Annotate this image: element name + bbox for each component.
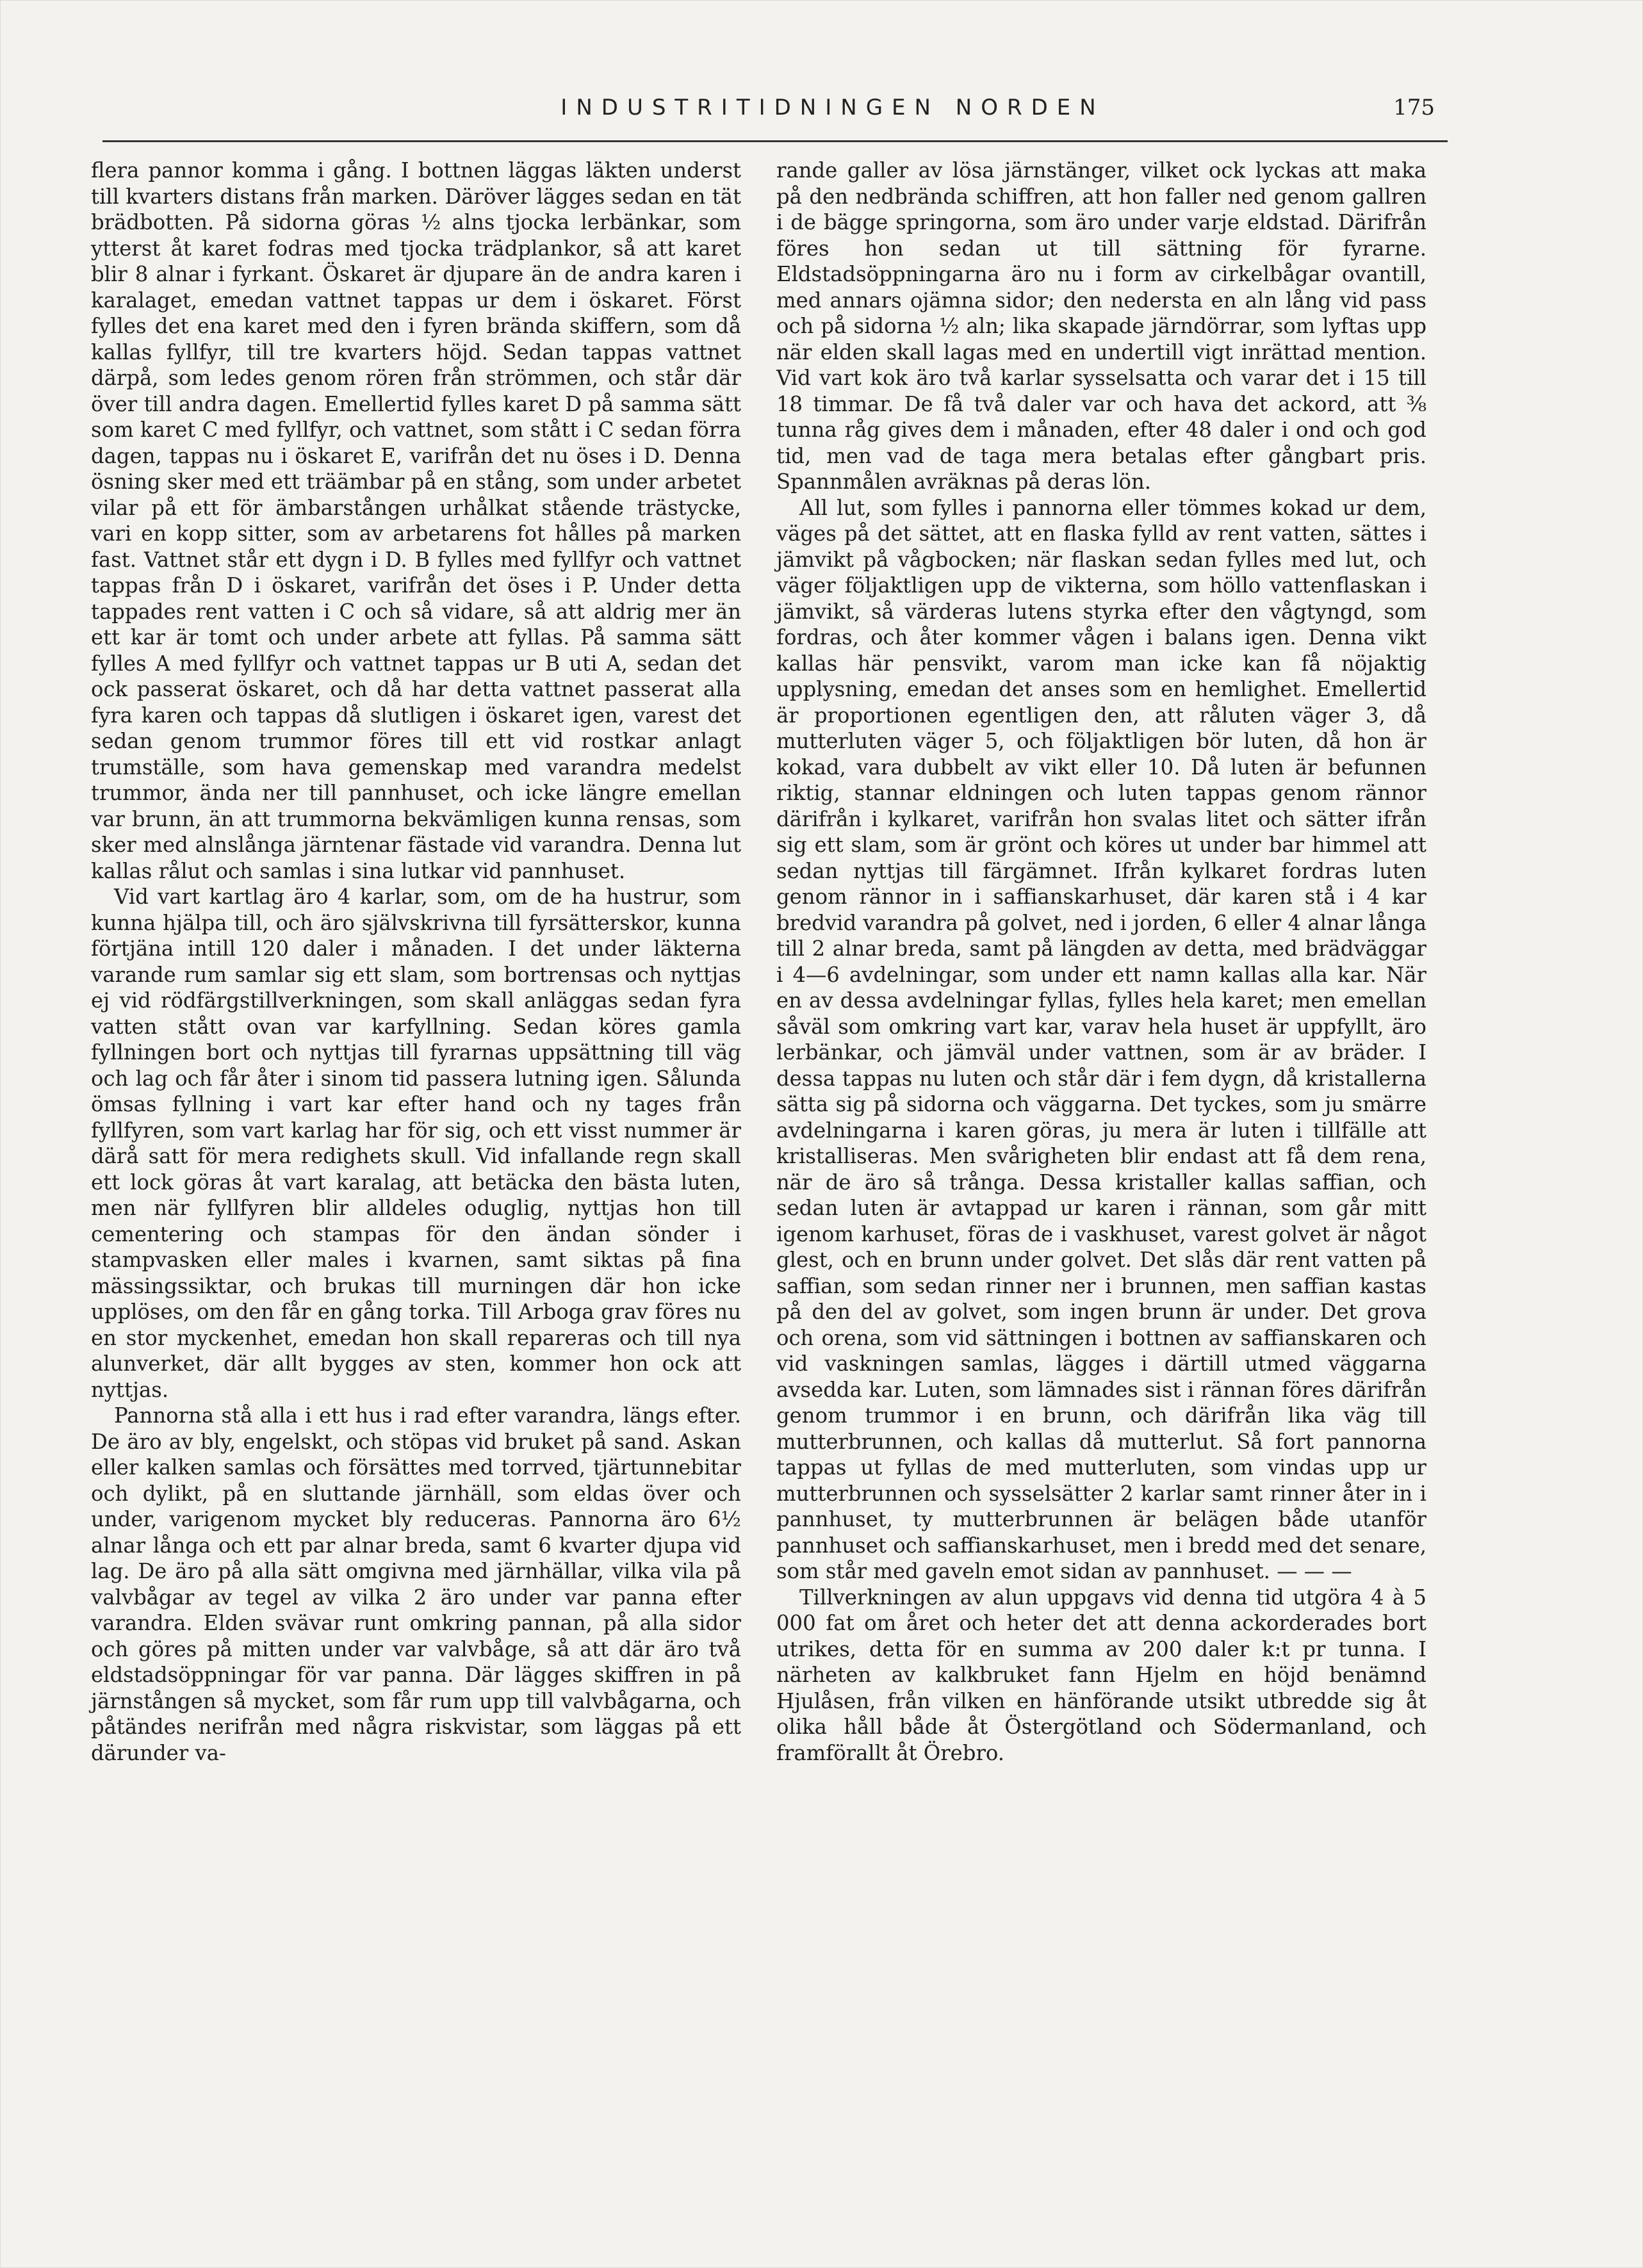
- paragraph: Tillverkningen av alun uppgavs vid denna tid utgöra 4 à 5 000 fat om året och heter det att denna ackorderades bort utrikes, detta för en summa av 200 daler k:t pr tunna. I närheten av kalkbruket fann Hjelm en höjd benämnd Hjulåsen, från vilken en hänförande utsikt utbredde sig åt olika håll både åt Östergötland och Södermanland, och framförallt åt Örebro.: [776, 1585, 1426, 1765]
- paragraph: flera pannor komma i gång. I bottnen läggas läkten underst till kvarters distans från marken. Däröver lägges sedan en tät brädbotten. På sidorna göras ½ alns tjocka lerbänkar, som ytterst åt karet fodras med tjocka trädplankor, så att karet blir 8 alnar i fyrkant. Öskaret är djupare än de andra karen i karalaget, emedan vattnet tappas ur dem i öskaret. Först fylles det ena karet med den i fyren brända skiffern, som då kallas fyllfyr, till tre kvarters höjd. Sedan tappas vattnet därpå, som ledes genom rören från strömmen, och står där över till andra dagen. Emellertid fylles karet D på samma sätt som karet C med fyllfyr, och vattnet, som stått i C sedan förra dagen, tappas nu i öskaret E, varifrån det nu öses i D. Denna ösning sker med ett träämbar på en stång, som under arbetet vilar på ett för ämbarstången urhålkat stående trästycke, vari en kopp sitter, som av arbetarens fot hålles på marken fast. Vattnet står ett dygn i D. B fylles med fyllfyr och vattnet tappas från D i öskaret, varifrån det öses i P. Under detta tappades rent vatten i C och så vidare, så att aldrig mer än ett kar är tomt och under arbete att fyllas. På samma sätt fylles A med fyllfyr och vattnet tappas ur B uti A, sedan det ock passerat öskaret, och då har detta vattnet passerat alla fyra karen och tappas då slutligen i öskaret igen, varest det sedan genom trummor föres till ett vid rostkar anlagt trumställe, som hava gemenskap med varandra medelst trummor, ända ner till pannhuset, och icke längre emellan var brunn, än att trummorna bekvämligen kunna rensas, som sker med alnslånga järntenar fästade vid varandra. Denna lut kallas rålut och samlas i sina lutkar vid pannhuset.: [91, 158, 741, 883]
- article-body: [91, 158, 1465, 2162]
- paragraph: All lut, som fylles i pannorna eller tömmes kokad ur dem, väges på det sättet, att en flaska fylld av rent vatten, sättes i jämvikt på vågbocken; när flaskan sedan fylles med lut, och väger följaktligen upp de vikterna, som höllo vattenflaskan i jämvikt, så värderas lutens styrka efter den vågtyngd, som fordras, och åter kommer vågen i balans igen. Denna vikt kallas här pensvikt, varom man icke kan få nöjaktig upplysning, emedan det anses som en hemlighet. Emellertid är proportionen egentligen den, att råluten väger 3, då mutterluten väger 5, och följaktligen bör luten, då hon är kokad, vara dubbelt av vikt eller 10. Då luten är befunnen riktig, stannar eldningen och luten tappas genom rännor därifrån i kylkaret, varifrån hon svalas litet och sätter ifrån sig ett slam, som är grönt och köres ut under bar himmel att sedan nyttjas till färgämnet. Ifrån kylkaret fordras luten genom rännor in i saffianskarhuset, där karen stå i 4 kar bredvid varandra på golvet, ned i jorden, 6 eller 4 alnar långa till 2 alnar breda, samt på längden av detta, med brädväggar i 4—6 avdelningar, som under ett namn kallas alla kar. När en av dessa avdelningar fyllas, fylles hela karet; men emellan såväl som omkring vart kar, varav hela huset är uppfyllt, äro lerbänkar, och jämväl under vattnen, som är av bräder. I dessa tappas nu luten och står där i fem dygn, då kristallerna sätta sig på sidorna och väggarna. Det tyckes, som ju smärre avdelningarna i karen göras, ju mera är luten i tillfälle att kristalliseras. Men svårigheten blir endast att få dem rena, när de äro så trånga. Dessa kristaller kallas saffian, och sedan luten är avtappad ur karen i rännan, som går mitt igenom karhuset, föras de i vaskhuset, varest golvet är något glest, och en brunn under golvet. Det slås där rent vatten på saffian, som sedan rinner ner i brunnen, men saffian kastas på den del av golvet, som ingen brunn är under. Det grova och orena, som vid sättningen i bottnen av saffianskaren och vid vaskningen samlas, lägges i därtill utmed väggarna avsedda kar. Luten, som lämnades sist i rännan föres därifrån genom trummor i en brunn, och därifrån lika väg till mutterbrunnen, och kallas då mutterlut. Så fort pannorna tappas ut fyllas de med mutterluten, som vindas upp ur mutterbrunnen och sysselsätter 2 karlar samt rinner åter in i pannhuset, ty mutterbrunnen är belägen både utanför pannhuset och saffianskarhuset, men i bredd med det senare, som står med gaveln emot sidan av pannhuset. — — —: [776, 495, 1426, 1583]
- page-header: [102, 95, 1448, 146]
- right-column: [776, 158, 1426, 1766]
- paragraph: Pannorna stå alla i ett hus i rad efter varandra, längs efter. De äro av bly, engelskt, och stöpas vid bruket på sand. Askan eller kalken samlas och försättes med torrved, tjärtunnebitar och dylikt, på en sluttande järnhäll, som eldas över och under, varigenom mycket bly reduceras. Pannorna äro 6½ alnar långa och ett par alnar breda, samt 6 kvarter djupa vid lag. De äro på alla sätt omgivna med järnhällar, vilka vila på valvbågar av tegel av vilka 2 äro under var panna efter varandra. Elden svävar runt omkring pannan, på alla sidor och göres på mitten under var valvbåge, så att där äro två eldstadsöppningar för var panna. Där lägges skiffren in på järnstången så mycket, som får rum upp till valvbågarna, och påtändes nerifrån med några riskvistar, som läggas på ett därunder va-: [91, 1403, 741, 1765]
- left-column: [91, 158, 741, 1766]
- paragraph: rande galler av lösa järnstänger, vilket ock lyckas att maka på den nedbrända schiffren, att hon faller ned genom gallren i de bägge springorna, som äro under varje eldstad. Därifrån föres hon sedan ut till sättning för fyrarne. Eldstadsöppningarna äro nu i form av cirkelbågar ovantill, med annars ojämna sidor; den nedersta en aln lång vid pass och på sidorna ½ aln; lika skapade järndörrar, som lyftas upp när elden skall lagas med en undertill vigt inrättad mention. Vid vart kok äro två karlar sysselsatta och varar det i 15 till 18 timmar. De få två daler var och hava det ackord, att ⅜ tunna råg gives dem i månaden, efter 48 daler i ond och god tid, men vad de taga mera betalas efter gångbart pris. Spannmålen avräknas på deras lön.: [776, 158, 1426, 494]
- page-number: 175: [1393, 95, 1435, 120]
- header-rule: [102, 140, 1448, 142]
- paragraph: Vid vart kartlag äro 4 karlar, som, om de ha hustrur, som kunna hjälpa till, och äro självskrivna till fyrsätterskor, kunna förtjäna intill 120 daler i månaden. I det under läkterna varande rum samlar sig ett slam, som bortrensas och nyttjas ej vid rödfärgstillverkningen, som skall anläggas sedan fyra vatten stått ovan var karfyllning. Sedan köres gamla fyllningen bort och nyttjas till fyrarnas uppsättning till väg och lag och får åter i sinom tid passera lutning igen. Sålunda ömsas fyllning i vart kar efter hand och ny tages från fyllfyren, som vart karlag har för sig, och ett visst nummer är därå satt för mera redighets skull. Vid infallande regn skall ett lock göras åt vart karalag, att betäcka den bästa luten, men när fyllfyren blir alldeles oduglig, nyttjas hon till cementering och stampas för den ändan sönder i stampvasken eller males i kvarnen, samt siktas på fina mässingssiktar, och brukas till murningen där hon icke upplöses, om den får en gång torka. Till Arboga grav föres nu en stor myckenhet, emedan hon skall repareras och till nya alunverket, där allt bygges av sten, kommer hon ock att nyttjas.: [91, 885, 741, 1402]
- running-title: INDUSTRITIDNINGEN NORDEN: [560, 95, 1105, 120]
